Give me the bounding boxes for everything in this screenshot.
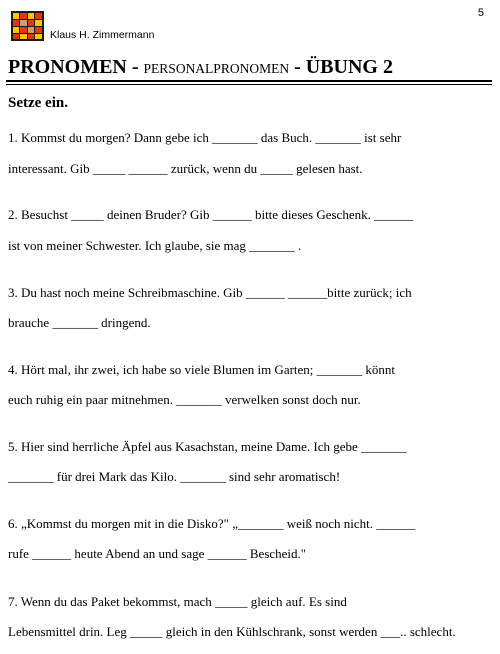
exercise-5-line-1: 5. Hier sind herrliche Äpfel aus Kasachstan, meine Dame. Ich gebe _______ [8,439,407,454]
title-tail: - ÜBUNG 2 [289,56,393,78]
logo [11,11,44,41]
exercise-7-line-2: Lebensmittel drin. Leg _____ gleich in den Kühlschrank, sonst werden ___.. schlecht. [8,624,456,639]
author-name: Klaus H. Zimmermann [50,29,155,41]
logo-mosaic-icon [11,11,44,41]
exercise-6-line-1: 6. „Kommst du morgen mit in die Disko?" „_______ weiß noch nicht. ______ [8,516,416,531]
exercise-5-line-2: _______ für drei Mark das Kilo. _______ sind sehr aromatisch! [8,469,341,484]
title-main: PRONOMEN - [8,56,144,78]
exercise-3-line-1: 3. Du hast noch meine Schreibmaschine. Gib ______ ______bitte zurück; ich [8,285,412,300]
exercise-7-line-1: 7. Wenn du das Paket bekommst, mach _____ gleich auf. Es sind [8,594,347,609]
exercise-2-line-1: 2. Besuchst _____ deinen Bruder? Gib ______ bitte dieses Geschenk. ______ [8,207,414,222]
exercise-2-line-2: ist von meiner Schwester. Ich glaube, sie mag _______ . [8,238,302,253]
title-rule-thin [6,84,492,85]
title-rule-thick [6,80,492,82]
exercise-6-line-2: rufe ______ heute Abend an und sage ______ Bescheid." [8,546,307,561]
page-number: 5 [477,7,484,19]
exercise-3-line-2: brauche _______ dringend. [8,315,151,330]
instruction-heading: Setze ein. [8,95,68,111]
title-sub: PERSONALPRONOMEN [143,61,290,76]
page-title [8,56,393,79]
exercise-1-line-2: interessant. Gib _____ ______ zurück, wenn du _____ gelesen hast. [8,161,363,176]
exercise-4-line-2: euch ruhig ein paar mitnehmen. _______ verwelken sonst doch nur. [8,392,361,407]
exercise-4-line-1: 4. Hört mal, ihr zwei, ich habe so viele Blumen im Garten; _______ könnt [8,362,396,377]
exercise-1-line-1: 1. Kommst du morgen? Dann gebe ich _______ das Buch. _______ ist sehr [8,130,402,145]
